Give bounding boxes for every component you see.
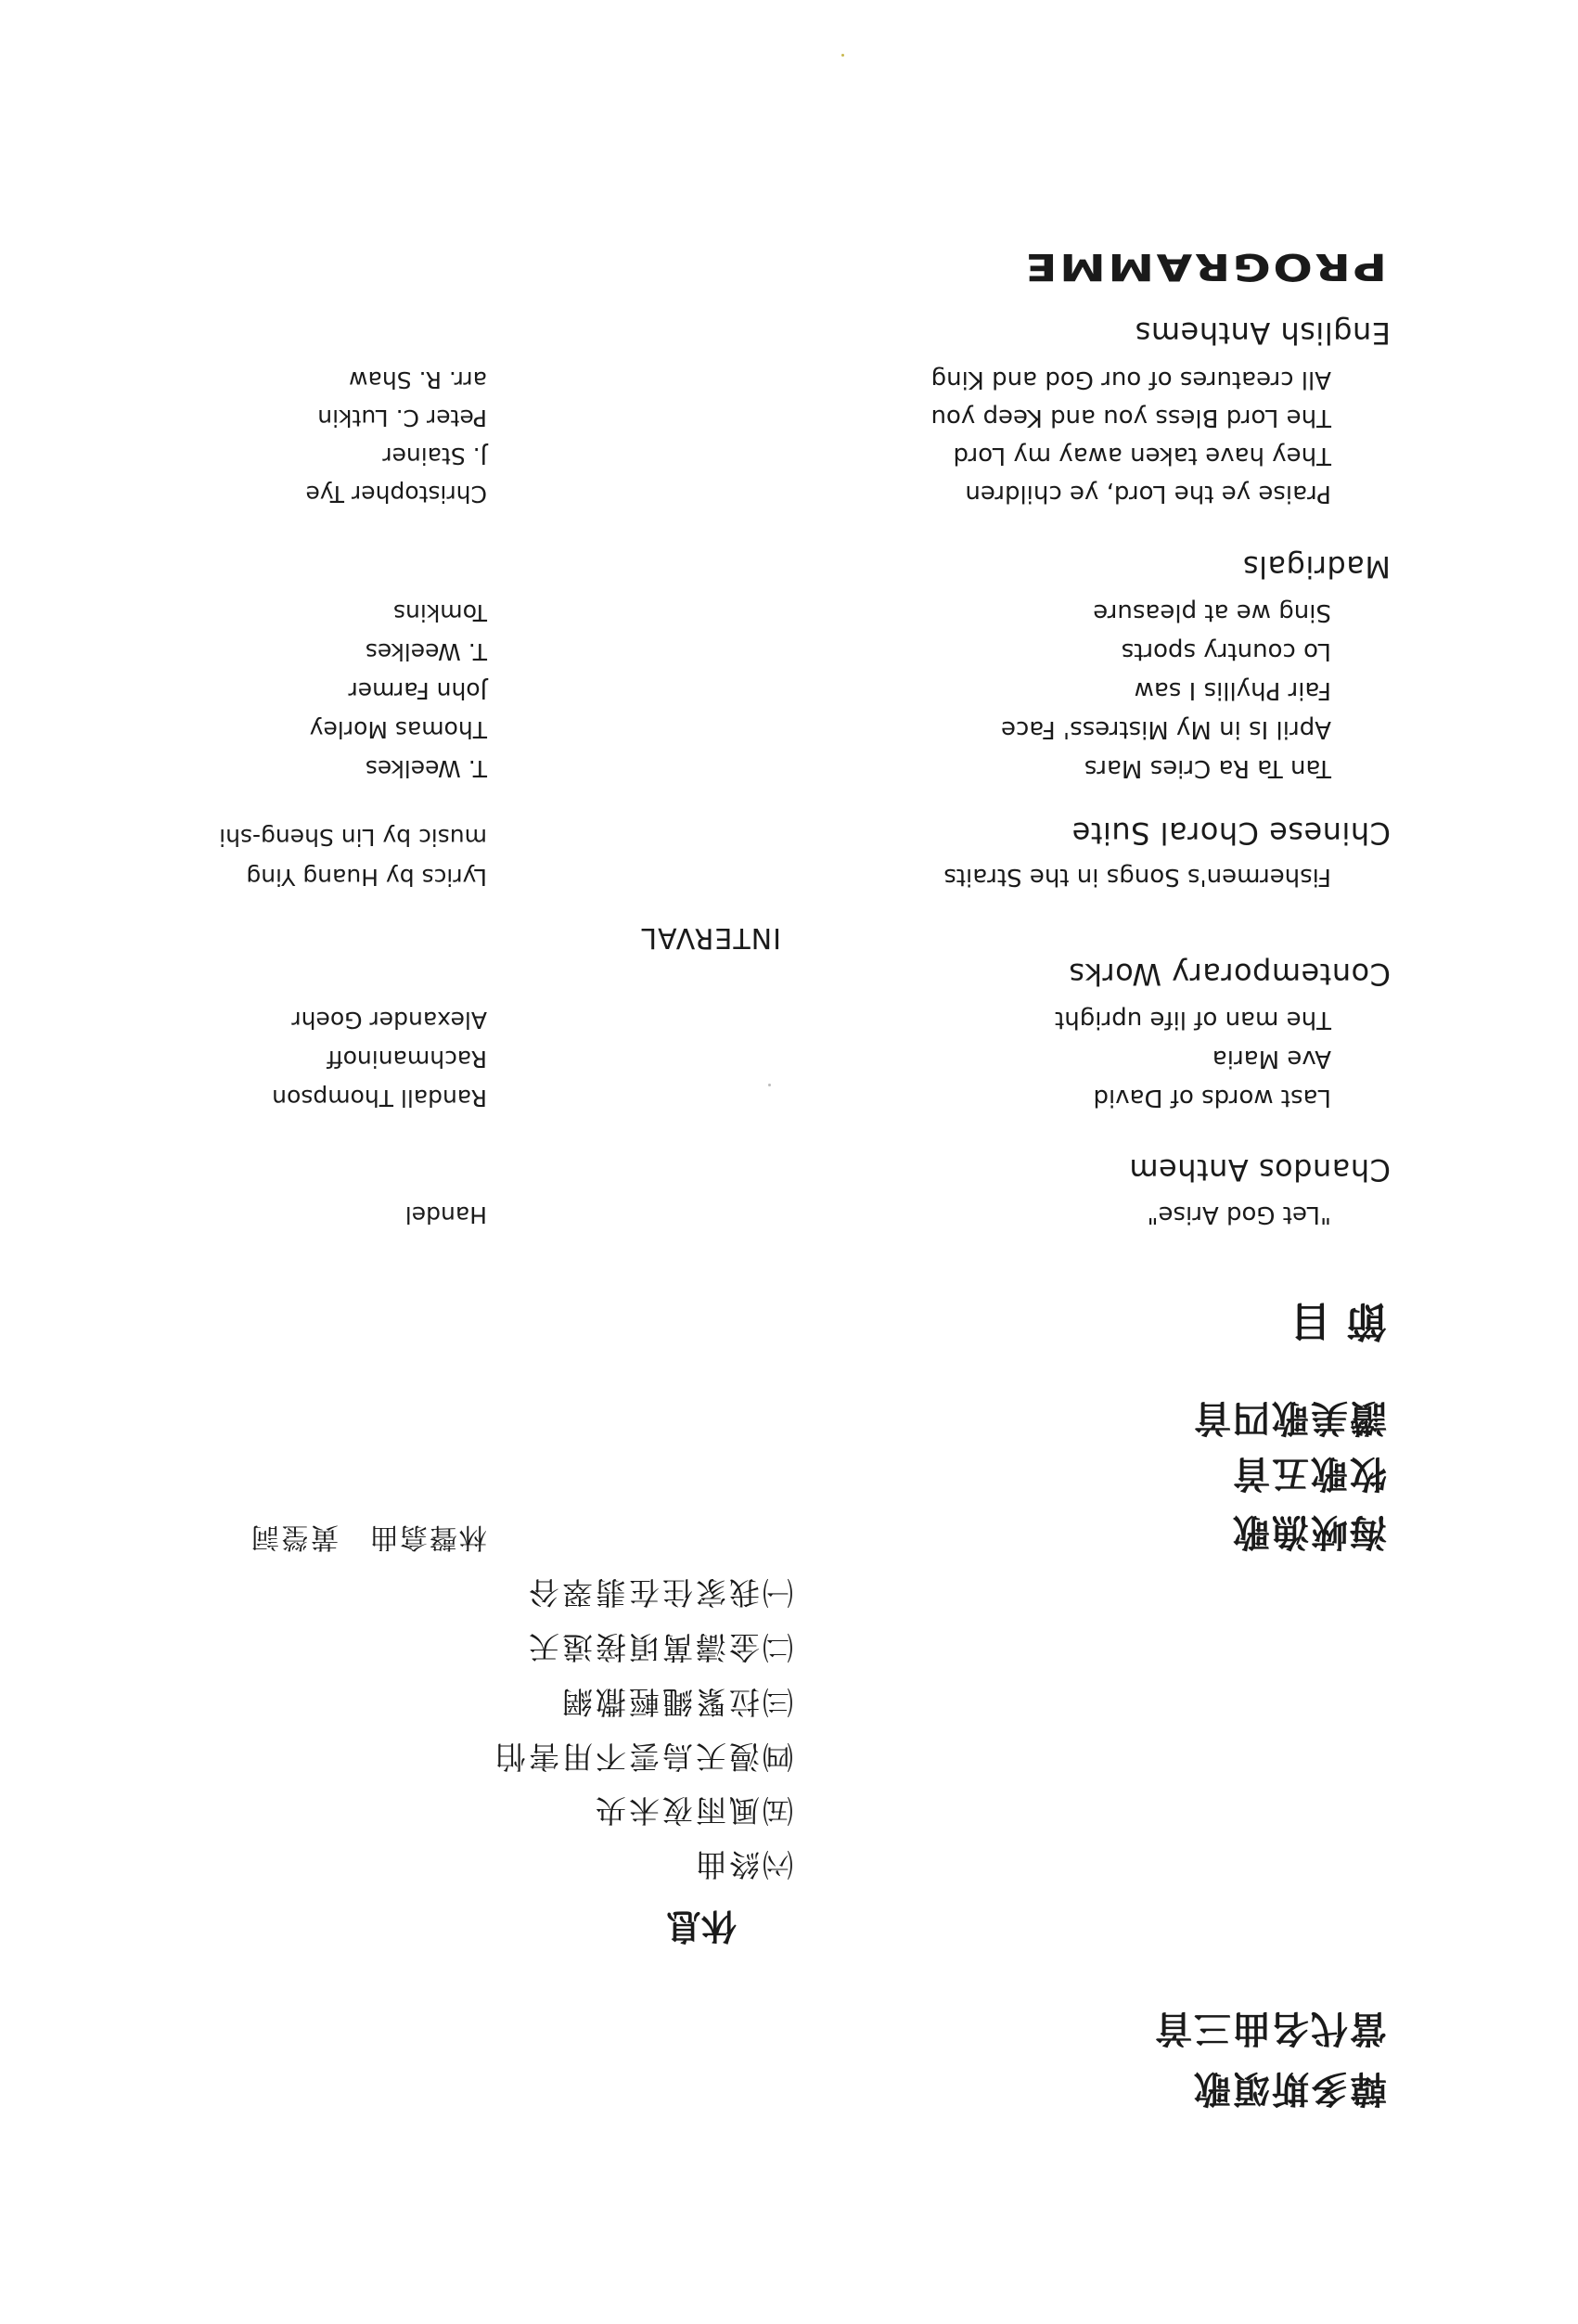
list-item: "Let God Arise" [1147, 1201, 1331, 1228]
section-heading-madrigals: Madrigals [1242, 549, 1391, 584]
chinese-list-item: ㈡金濤萬頃接遠天 [526, 1629, 793, 1665]
list-item: The man of life upright [1055, 1006, 1331, 1034]
section-heading-contemporary-works: Contemporary Works [1068, 957, 1391, 992]
composer: T. Weelkes [365, 638, 487, 665]
section-heading-chandos-anthem: Chandos Anthem [1128, 1152, 1391, 1188]
composer: Thomas Morley [309, 716, 487, 743]
chinese-interval-label: 休息 [665, 1906, 737, 1946]
list-item: All creatures of our God and King [930, 366, 1331, 393]
list-item: They have taken away my Lord [953, 442, 1331, 469]
section-heading-chinese-choral-suite: Chinese Choral Suite [1071, 815, 1391, 851]
list-item: April Is in My Mistress' Face [1000, 715, 1331, 743]
list-item: Tan Ta Ra Cries Mars [1084, 754, 1331, 782]
chinese-list-item: ㈤風雨夜未央 [593, 1792, 793, 1829]
chinese-list-item: ㈣漫天烏雲不用害怕 [493, 1739, 793, 1775]
lyrics-credit: Lyrics by Huang Ying [246, 864, 487, 891]
chinese-list-item: ㈥終曲 [693, 1846, 793, 1882]
list-item: Praise ye the Lord, ye children [965, 480, 1331, 507]
section-heading-english-anthems: English Anthems [1135, 315, 1391, 351]
chinese-section-heading: 海峽漁歌 [1231, 1510, 1387, 1553]
list-item: Sing we at pleasure [1093, 598, 1331, 626]
composer: Alexander Goehr [291, 1007, 487, 1034]
list-item: Fishermen's Songs in the Straits [943, 863, 1331, 891]
composer: John Farmer [348, 677, 487, 704]
list-item: Fair Phyllis I saw [1134, 676, 1331, 704]
interval-label: INTERVAL [640, 921, 781, 954]
list-item: Lo country sports [1121, 637, 1331, 665]
composer: arr. R. Shaw [349, 366, 487, 393]
composer: J. Stainer [382, 443, 487, 469]
chinese-composer-credit: 林聲翕曲 黃瑩詞 [250, 1521, 487, 1553]
chinese-section-heading: 韓多斯頌歌 [1192, 2067, 1387, 2110]
list-item: Ave Maria [1212, 1045, 1331, 1072]
composer: Handel [404, 1201, 487, 1228]
chinese-section-heading: 當代名曲三首 [1153, 2007, 1387, 2049]
list-item: Last words of David [1093, 1084, 1331, 1111]
chinese-list-item: ㈠我家住在翡翠谷 [526, 1574, 793, 1611]
composer: Tomkins [393, 599, 487, 626]
composer: Randall Thompson [272, 1085, 487, 1111]
chinese-programme-title: 節目 [1276, 1297, 1387, 1344]
chinese-list-item: ㈢拉緊繩輕撒網 [559, 1684, 793, 1720]
list-item: The Lord Bless you and Keep you [930, 404, 1331, 431]
paper-speck [768, 1084, 771, 1086]
programme-title: PROGRAMME [1022, 245, 1387, 288]
paper-speck [841, 54, 844, 57]
composer: Rachmaninoff [327, 1046, 487, 1072]
music-credit: music by Lin Sheng-shi [219, 824, 487, 851]
chinese-section-heading: 讚美歌四首 [1192, 1396, 1387, 1439]
composer: Christopher Tye [305, 481, 487, 507]
composer: T. Weelkes [365, 755, 487, 782]
composer: Peter C. Lutkin [317, 404, 487, 431]
chinese-section-heading: 牧歌五首 [1231, 1452, 1387, 1495]
